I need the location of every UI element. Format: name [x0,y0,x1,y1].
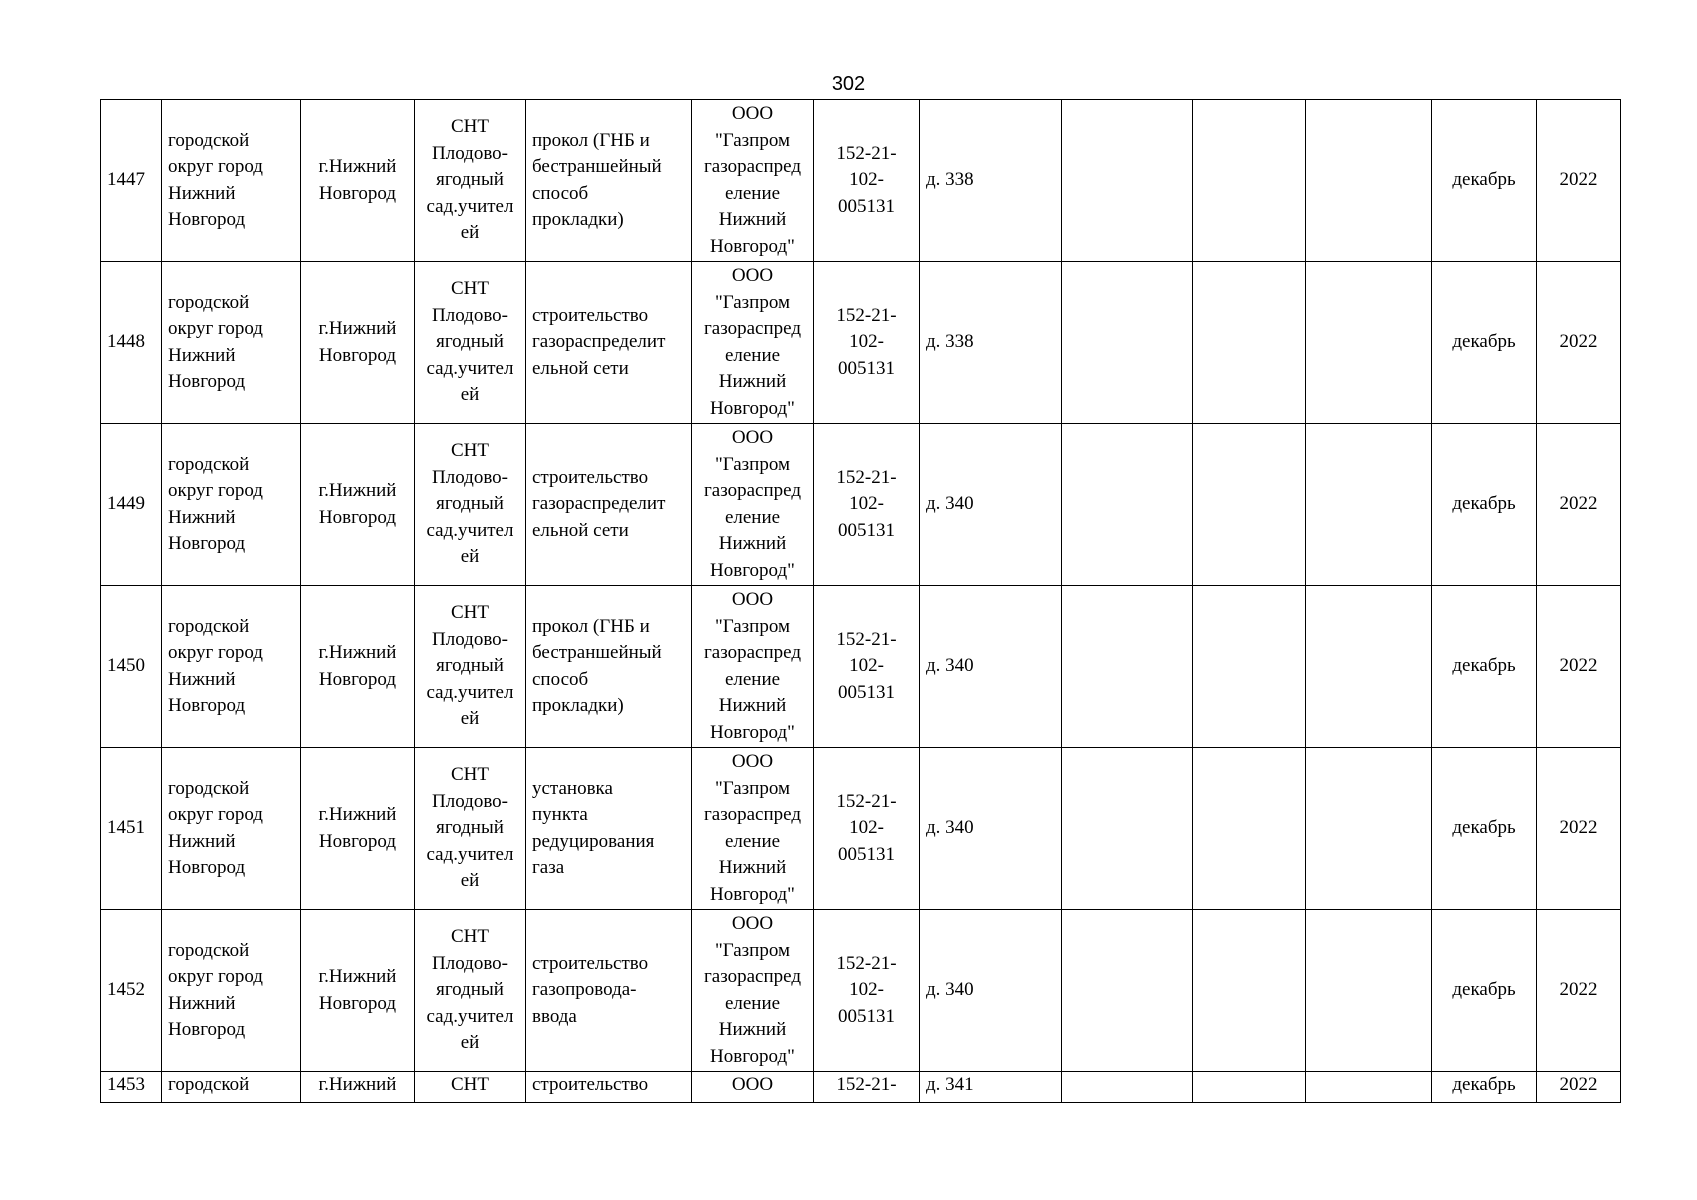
district-cell [162,910,301,1072]
district-text: городской округ город Нижний Новгород [168,453,263,554]
district-cell [162,586,301,748]
work-text: строительство газораспределит ельной сети [532,466,666,541]
table-row [101,1072,1621,1103]
row-number [101,586,162,748]
empty-cell-2 [1193,424,1306,586]
code-text: 152-21- [836,1074,897,1095]
month-text: декабрь [1452,817,1516,839]
year-cell [1537,262,1621,424]
year-text: 2022 [1559,979,1598,1001]
location-text: СНТ Плодово- ягодный сад.учител ей [426,278,514,406]
table-row [101,910,1621,1072]
year-text: 2022 [1559,817,1598,839]
table-row [101,586,1621,748]
work-type-cell [526,424,692,586]
city-text: г.Нижний Новгород [318,480,397,528]
empty-cell-3 [1306,100,1432,262]
empty-cell-3 [1306,262,1432,424]
table-row [101,748,1621,910]
code-text: 152-21- 102- 005131 [836,952,897,1027]
year-text: 2022 [1559,655,1598,677]
location-cell [415,424,526,586]
row-number [101,748,162,910]
location-text: СНТ [451,1074,489,1095]
code-text: 152-21- 102- 005131 [836,628,897,703]
year-cell [1537,100,1621,262]
empty-cell-3 [1306,748,1432,910]
city-text: г.Нижний Новгород [318,966,397,1014]
month-text: декабрь [1452,169,1516,191]
empty-cell-1 [1062,262,1193,424]
city-cell [301,262,415,424]
code-cell [814,262,920,424]
organization-text: ООО "Газпром газораспред еление Нижний Новгород" [703,913,801,1067]
house-cell [920,910,1062,1072]
district-text: городской [168,1074,250,1095]
location-cell [415,586,526,748]
location-text: СНТ Плодово- ягодный сад.учител ей [426,440,514,568]
city-cell [301,1072,415,1103]
code-text: 152-21- 102- 005131 [836,142,897,217]
code-cell [814,748,920,910]
month-cell [1432,100,1537,262]
organization-text: ООО "Газпром газораспред еление Нижний Новгород" [703,589,801,743]
num-text: 1447 [107,169,145,191]
code-cell [814,100,920,262]
organization-cell [692,424,814,586]
year-text: 2022 [1559,331,1598,353]
num-text: 1452 [107,979,145,1001]
empty-cell-1 [1062,100,1193,262]
house-text: д. 338 [926,331,974,353]
district-text: городской округ город Нижний Новгород [168,939,263,1040]
month-text: декабрь [1452,331,1516,353]
month-cell [1432,586,1537,748]
num-text: 1451 [107,817,145,839]
location-text: СНТ Плодово- ягодный сад.учител ей [426,926,514,1054]
organization-cell [692,262,814,424]
empty-cell-2 [1193,262,1306,424]
month-cell [1432,262,1537,424]
house-text: д. 340 [926,979,974,1001]
code-cell [814,424,920,586]
code-cell [814,1072,920,1103]
code-cell [814,910,920,1072]
work-text: прокол (ГНБ и бестраншейный способ прокладки) [532,129,662,230]
work-text: строительство газопровода- ввода [532,952,649,1027]
register-table [100,99,1621,1103]
empty-cell-2 [1193,1072,1306,1103]
city-cell [301,910,415,1072]
location-text: СНТ Плодово- ягодный сад.учител ей [426,602,514,730]
work-text: установка пункта редуцирования газа [532,777,655,878]
district-text: городской округ город Нижний Новгород [168,777,263,878]
work-type-cell [526,1072,692,1103]
table-body [101,100,1621,1103]
organization-text: ООО [731,1074,774,1095]
work-type-cell [526,748,692,910]
location-text: СНТ Плодово- ягодный сад.учител ей [426,116,514,244]
house-text: д. 341 [926,1074,974,1095]
house-cell [920,1072,1062,1103]
location-text: СНТ Плодово- ягодный сад.учител ей [426,764,514,892]
empty-cell-1 [1062,1072,1193,1103]
code-text: 152-21- 102- 005131 [836,466,897,541]
empty-cell-3 [1306,910,1432,1072]
district-cell [162,748,301,910]
num-text: 1450 [107,655,145,677]
work-text: строительство [532,1074,649,1095]
row-number [101,910,162,1072]
city-text: г.Нижний Новгород [318,318,397,366]
organization-text: ООО "Газпром газораспред еление Нижний Новгород" [703,751,801,905]
organization-cell [692,586,814,748]
year-cell [1537,910,1621,1072]
month-cell [1432,748,1537,910]
district-cell [162,1072,301,1103]
house-cell [920,100,1062,262]
house-text: д. 338 [926,169,974,191]
month-text: декабрь [1452,979,1516,1001]
num-text: 1448 [107,331,145,353]
location-cell [415,910,526,1072]
empty-cell-2 [1193,100,1306,262]
house-cell [920,424,1062,586]
district-text: городской округ город Нижний Новгород [168,615,263,716]
city-text: г.Нижний Новгород [318,156,397,204]
month-cell [1432,1072,1537,1103]
row-number [101,262,162,424]
page-number: 302 [831,73,866,95]
city-cell [301,748,415,910]
month-cell [1432,910,1537,1072]
empty-cell-1 [1062,748,1193,910]
table-row [101,424,1621,586]
city-cell [301,424,415,586]
district-cell [162,100,301,262]
work-type-cell [526,262,692,424]
organization-text: ООО "Газпром газораспред еление Нижний Новгород" [703,427,801,581]
house-text: д. 340 [926,655,974,677]
city-text: г.Нижний [318,1074,397,1095]
district-text: городской округ город Нижний Новгород [168,291,263,392]
house-cell [920,586,1062,748]
month-text: декабрь [1452,1074,1516,1095]
organization-cell [692,1072,814,1103]
year-cell [1537,1072,1621,1103]
work-type-cell [526,100,692,262]
district-text: городской округ город Нижний Новгород [168,129,263,230]
code-cell [814,586,920,748]
year-text: 2022 [1559,1074,1598,1095]
code-text: 152-21- 102- 005131 [836,304,897,379]
empty-cell-1 [1062,424,1193,586]
work-text: прокол (ГНБ и бестраншейный способ прокладки) [532,615,662,716]
num-text: 1453 [107,1074,145,1095]
empty-cell-2 [1193,748,1306,910]
empty-cell-3 [1306,1072,1432,1103]
year-text: 2022 [1559,493,1598,515]
year-cell [1537,424,1621,586]
organization-cell [692,910,814,1072]
location-cell [415,262,526,424]
year-cell [1537,586,1621,748]
organization-text: ООО "Газпром газораспред еление Нижний Новгород" [703,265,801,419]
empty-cell-2 [1193,586,1306,748]
empty-cell-3 [1306,586,1432,748]
month-text: декабрь [1452,655,1516,677]
district-cell [162,424,301,586]
house-text: д. 340 [926,493,974,515]
work-text: строительство газораспределит ельной сети [532,304,666,379]
city-text: г.Нижний Новгород [318,804,397,852]
city-cell [301,586,415,748]
row-number [101,1072,162,1103]
work-type-cell [526,586,692,748]
city-cell [301,100,415,262]
row-number [101,424,162,586]
month-text: декабрь [1452,493,1516,515]
table-row [101,262,1621,424]
organization-text: ООО "Газпром газораспред еление Нижний Новгород" [703,103,801,257]
work-type-cell [526,910,692,1072]
month-cell [1432,424,1537,586]
year-cell [1537,748,1621,910]
house-cell [920,748,1062,910]
empty-cell-2 [1193,910,1306,1072]
code-text: 152-21- 102- 005131 [836,790,897,865]
location-cell [415,748,526,910]
location-cell [415,1072,526,1103]
year-text: 2022 [1559,169,1598,191]
city-text: г.Нижний Новгород [318,642,397,690]
empty-cell-1 [1062,910,1193,1072]
organization-cell [692,100,814,262]
empty-cell-3 [1306,424,1432,586]
location-cell [415,100,526,262]
num-text: 1449 [107,493,145,515]
row-number [101,100,162,262]
house-text: д. 340 [926,817,974,839]
house-cell [920,262,1062,424]
table-row [101,100,1621,262]
organization-cell [692,748,814,910]
district-cell [162,262,301,424]
empty-cell-1 [1062,586,1193,748]
